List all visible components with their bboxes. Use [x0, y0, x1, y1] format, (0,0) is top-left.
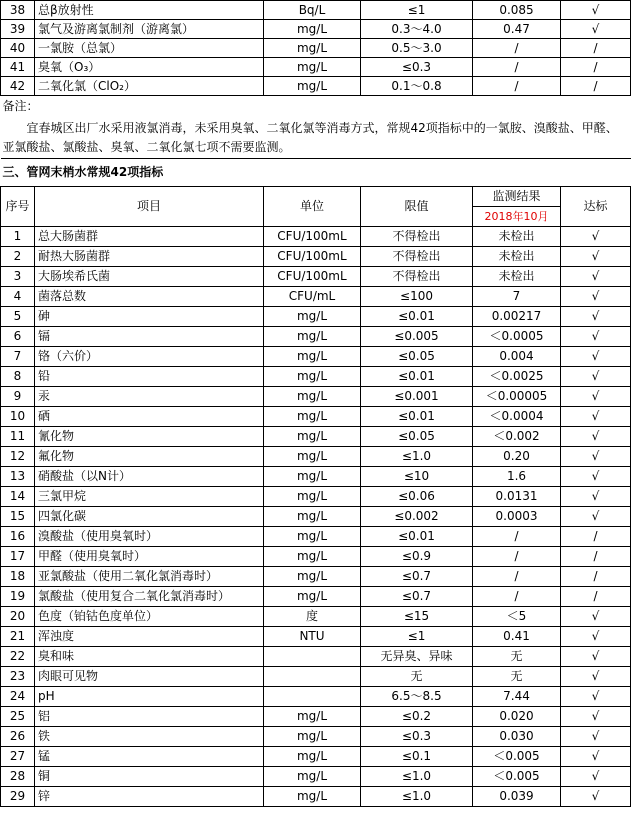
row-compliance: √: [561, 427, 631, 447]
row-compliance: √: [561, 487, 631, 507]
row-unit: [264, 687, 361, 707]
header-unit: 单位: [264, 187, 361, 227]
row-limit: 不得检出: [361, 247, 473, 267]
row-number: 21: [1, 627, 35, 647]
row-result: 1.6: [473, 467, 561, 487]
row-compliance: /: [561, 587, 631, 607]
row-compliance: √: [561, 227, 631, 247]
row-result: 无: [473, 667, 561, 687]
row-number: 19: [1, 587, 35, 607]
header-period: 2018年10月: [473, 207, 561, 227]
row-limit: ≤1.0: [361, 447, 473, 467]
row-item: 砷: [35, 307, 264, 327]
row-unit: mg/L: [264, 547, 361, 567]
row-compliance: /: [561, 39, 631, 58]
row-result: 7: [473, 287, 561, 307]
row-number: 11: [1, 427, 35, 447]
row-item: 甲醛（使用臭氧时）: [35, 547, 264, 567]
row-compliance: √: [561, 627, 631, 647]
row-limit: ≤0.001: [361, 387, 473, 407]
row-item: 二氧化氯（ClO₂）: [35, 77, 264, 96]
row-limit: ≤15: [361, 607, 473, 627]
row-result: /: [473, 547, 561, 567]
table-row: [1, 467, 631, 487]
row-result: 0.47: [473, 20, 561, 39]
table-row: [1, 647, 631, 667]
row-compliance: √: [561, 247, 631, 267]
row-number: 28: [1, 767, 35, 787]
table-row: [1, 727, 631, 747]
row-result: 0.004: [473, 347, 561, 367]
row-compliance: √: [561, 787, 631, 807]
row-unit: Bq/L: [264, 1, 361, 20]
row-unit: [264, 647, 361, 667]
table-row: [1, 767, 631, 787]
row-item: 色度（铂钴色度单位）: [35, 607, 264, 627]
row-result: 0.41: [473, 627, 561, 647]
header-no: 序号: [1, 187, 35, 227]
header-result: 监测结果: [473, 187, 561, 207]
row-limit: ≤0.7: [361, 587, 473, 607]
row-result: 0.020: [473, 707, 561, 727]
row-unit: mg/L: [264, 707, 361, 727]
table-row: [1, 20, 631, 39]
row-unit: NTU: [264, 627, 361, 647]
row-number: 23: [1, 667, 35, 687]
row-result: /: [473, 567, 561, 587]
row-result: 0.039: [473, 787, 561, 807]
row-compliance: √: [561, 307, 631, 327]
table-row: [1, 347, 631, 367]
row-limit: ≤0.9: [361, 547, 473, 567]
row-number: 12: [1, 447, 35, 467]
row-item: 镉: [35, 327, 264, 347]
row-unit: mg/L: [264, 527, 361, 547]
row-limit: ≤1.0: [361, 787, 473, 807]
row-result: ＜0.00005: [473, 387, 561, 407]
row-limit: 不得检出: [361, 267, 473, 287]
row-number: 27: [1, 747, 35, 767]
row-number: 6: [1, 327, 35, 347]
row-number: 16: [1, 527, 35, 547]
row-item: 臭和味: [35, 647, 264, 667]
row-item: 溴酸盐（使用臭氧时）: [35, 527, 264, 547]
table-row: [1, 227, 631, 247]
row-number: 29: [1, 787, 35, 807]
row-limit: ≤0.7: [361, 567, 473, 587]
row-limit: ≤0.01: [361, 407, 473, 427]
row-number: 42: [1, 77, 35, 96]
top-rows: [1, 1, 631, 96]
row-item: 氯酸盐（使用复合二氧化氯消毒时）: [35, 587, 264, 607]
row-unit: mg/L: [264, 327, 361, 347]
row-limit: ≤0.2: [361, 707, 473, 727]
row-item: 三氯甲烷: [35, 487, 264, 507]
row-unit: mg/L: [264, 367, 361, 387]
table-row: [1, 567, 631, 587]
row-item: 氟化物: [35, 447, 264, 467]
row-item: 总β放射性: [35, 1, 264, 20]
row-limit: 0.1～0.8: [361, 77, 473, 96]
row-limit: ≤1.0: [361, 767, 473, 787]
row-result: 7.44: [473, 687, 561, 707]
row-number: 4: [1, 287, 35, 307]
table-row: [1, 58, 631, 77]
row-unit: mg/L: [264, 39, 361, 58]
table-row: [1, 77, 631, 96]
row-number: 5: [1, 307, 35, 327]
header-limit: 限值: [361, 187, 473, 227]
row-limit: ≤100: [361, 287, 473, 307]
row-number: 15: [1, 507, 35, 527]
row-limit: ≤0.3: [361, 727, 473, 747]
row-compliance: √: [561, 447, 631, 467]
row-limit: ≤0.05: [361, 427, 473, 447]
row-limit: ≤0.01: [361, 527, 473, 547]
row-unit: CFU/mL: [264, 287, 361, 307]
row-unit: mg/L: [264, 727, 361, 747]
row-limit: ≤0.01: [361, 307, 473, 327]
row-item: 四氯化碳: [35, 507, 264, 527]
row-unit: mg/L: [264, 767, 361, 787]
row-compliance: √: [561, 407, 631, 427]
row-number: 1: [1, 227, 35, 247]
table-row: [1, 387, 631, 407]
row-number: 10: [1, 407, 35, 427]
row-limit: ≤0.005: [361, 327, 473, 347]
row-item: 亚氯酸盐（使用二氧化氯消毒时）: [35, 567, 264, 587]
row-item: 氰化物: [35, 427, 264, 447]
row-item: 浑浊度: [35, 627, 264, 647]
row-result: /: [473, 58, 561, 77]
row-number: 13: [1, 467, 35, 487]
table-row: [1, 667, 631, 687]
row-result: ＜0.0025: [473, 367, 561, 387]
row-item: 汞: [35, 387, 264, 407]
row-limit: 0.3～4.0: [361, 20, 473, 39]
row-compliance: √: [561, 767, 631, 787]
row-result: /: [473, 527, 561, 547]
row-result: 未检出: [473, 267, 561, 287]
row-result: /: [473, 587, 561, 607]
row-number: 2: [1, 247, 35, 267]
row-result: 0.085: [473, 1, 561, 20]
table-row: [1, 1, 631, 20]
row-number: 14: [1, 487, 35, 507]
table-row: [1, 407, 631, 427]
table-row: [1, 247, 631, 267]
row-compliance: √: [561, 1, 631, 20]
row-item: 铬（六价）: [35, 347, 264, 367]
row-limit: ≤0.05: [361, 347, 473, 367]
row-result: ＜5: [473, 607, 561, 627]
table-row: [1, 587, 631, 607]
row-compliance: √: [561, 727, 631, 747]
row-result: 无: [473, 647, 561, 667]
note-text: 宜春城区出厂水采用液氯消毒，未采用臭氧、二氧化氯等消毒方式，常规42项指标中的一氯胺、溴酸盐、甲醛、亚氯酸盐、氯酸盐、臭氧、二氧化氯七项不需要监测。: [2, 121, 618, 154]
row-unit: mg/L: [264, 787, 361, 807]
row-limit: ≤0.1: [361, 747, 473, 767]
row-compliance: √: [561, 20, 631, 39]
header-item: 项目: [35, 187, 264, 227]
row-compliance: √: [561, 367, 631, 387]
table-row: [1, 447, 631, 467]
row-compliance: √: [561, 707, 631, 727]
note-block: [1, 96, 631, 187]
row-item: 臭氧（O₃）: [35, 58, 264, 77]
row-compliance: √: [561, 467, 631, 487]
table-row: [1, 787, 631, 807]
row-result: ＜0.002: [473, 427, 561, 447]
row-result: /: [473, 77, 561, 96]
row-item: 铝: [35, 707, 264, 727]
table-row: [1, 707, 631, 727]
row-unit: 度: [264, 607, 361, 627]
row-unit: mg/L: [264, 447, 361, 467]
row-compliance: √: [561, 327, 631, 347]
row-compliance: √: [561, 347, 631, 367]
row-number: 3: [1, 267, 35, 287]
section-title: 三、管网末梢水常规42项指标: [1, 159, 631, 187]
row-limit: 0.5～3.0: [361, 39, 473, 58]
row-limit: 6.5～8.5: [361, 687, 473, 707]
table-row: [1, 747, 631, 767]
table-row: [1, 287, 631, 307]
row-number: 17: [1, 547, 35, 567]
table-row: [1, 687, 631, 707]
row-compliance: √: [561, 507, 631, 527]
row-item: 锌: [35, 787, 264, 807]
row-limit: 无异臭、异味: [361, 647, 473, 667]
row-result: 0.0131: [473, 487, 561, 507]
row-compliance: /: [561, 58, 631, 77]
row-number: 24: [1, 687, 35, 707]
row-unit: CFU/100mL: [264, 227, 361, 247]
row-limit: ≤0.3: [361, 58, 473, 77]
row-result: 0.0003: [473, 507, 561, 527]
table-row: [1, 627, 631, 647]
row-result: 未检出: [473, 247, 561, 267]
main-rows: [1, 227, 631, 807]
header-ok: 达标: [561, 187, 631, 227]
row-item: 菌落总数: [35, 287, 264, 307]
row-compliance: √: [561, 267, 631, 287]
row-result: ＜0.005: [473, 767, 561, 787]
row-unit: mg/L: [264, 347, 361, 367]
row-unit: mg/L: [264, 407, 361, 427]
row-limit: ≤1: [361, 1, 473, 20]
row-number: 40: [1, 39, 35, 58]
row-compliance: √: [561, 387, 631, 407]
row-result: 0.00217: [473, 307, 561, 327]
row-result: 0.030: [473, 727, 561, 747]
row-item: 铅: [35, 367, 264, 387]
table-row: [1, 487, 631, 507]
table-row: [1, 547, 631, 567]
row-result: ＜0.005: [473, 747, 561, 767]
row-number: 18: [1, 567, 35, 587]
row-limit: ≤10: [361, 467, 473, 487]
row-limit: 不得检出: [361, 227, 473, 247]
row-unit: mg/L: [264, 567, 361, 587]
row-result: ＜0.0004: [473, 407, 561, 427]
table-row: [1, 307, 631, 327]
row-limit: ≤0.01: [361, 367, 473, 387]
table-row: [1, 327, 631, 347]
row-number: 8: [1, 367, 35, 387]
row-compliance: √: [561, 687, 631, 707]
row-number: 38: [1, 1, 35, 20]
row-item: 耐热大肠菌群: [35, 247, 264, 267]
row-compliance: /: [561, 567, 631, 587]
row-limit: 无: [361, 667, 473, 687]
row-compliance: √: [561, 667, 631, 687]
row-unit: mg/L: [264, 467, 361, 487]
row-number: 20: [1, 607, 35, 627]
row-unit: mg/L: [264, 387, 361, 407]
row-item: 大肠埃希氏菌: [35, 267, 264, 287]
row-item: 一氯胺（总氯）: [35, 39, 264, 58]
row-compliance: /: [561, 547, 631, 567]
table-row: [1, 507, 631, 527]
row-number: 26: [1, 727, 35, 747]
row-unit: CFU/100mL: [264, 267, 361, 287]
row-unit: CFU/100mL: [264, 247, 361, 267]
table-row: [1, 427, 631, 447]
row-unit: [264, 667, 361, 687]
row-limit: ≤0.06: [361, 487, 473, 507]
row-unit: mg/L: [264, 747, 361, 767]
row-unit: mg/L: [264, 77, 361, 96]
note-label: 备注：: [1, 96, 631, 117]
row-item: 硒: [35, 407, 264, 427]
row-item: 总大肠菌群: [35, 227, 264, 247]
row-item: 硝酸盐（以N计）: [35, 467, 264, 487]
row-compliance: √: [561, 747, 631, 767]
row-result: 未检出: [473, 227, 561, 247]
row-compliance: /: [561, 527, 631, 547]
row-unit: mg/L: [264, 58, 361, 77]
row-number: 22: [1, 647, 35, 667]
row-unit: mg/L: [264, 507, 361, 527]
row-compliance: /: [561, 77, 631, 96]
row-limit: ≤0.002: [361, 507, 473, 527]
row-unit: mg/L: [264, 427, 361, 447]
row-number: 25: [1, 707, 35, 727]
row-item: pH: [35, 687, 264, 707]
row-limit: ≤1: [361, 627, 473, 647]
row-item: 铜: [35, 767, 264, 787]
table-row: [1, 527, 631, 547]
row-item: 肉眼可见物: [35, 667, 264, 687]
row-unit: mg/L: [264, 587, 361, 607]
row-unit: mg/L: [264, 307, 361, 327]
row-item: 氯气及游离氯制剂（游离氯）: [35, 20, 264, 39]
row-number: 39: [1, 20, 35, 39]
row-item: 锰: [35, 747, 264, 767]
row-number: 7: [1, 347, 35, 367]
table-row: [1, 607, 631, 627]
row-result: /: [473, 39, 561, 58]
table-row: [1, 39, 631, 58]
row-number: 9: [1, 387, 35, 407]
row-item: 铁: [35, 727, 264, 747]
table-row: [1, 267, 631, 287]
row-unit: mg/L: [264, 487, 361, 507]
row-result: 0.20: [473, 447, 561, 467]
table-header: [1, 187, 631, 227]
table-row: [1, 367, 631, 387]
row-compliance: √: [561, 647, 631, 667]
row-unit: mg/L: [264, 20, 361, 39]
row-result: ＜0.0005: [473, 327, 561, 347]
row-number: 41: [1, 58, 35, 77]
row-compliance: √: [561, 287, 631, 307]
row-compliance: √: [561, 607, 631, 627]
